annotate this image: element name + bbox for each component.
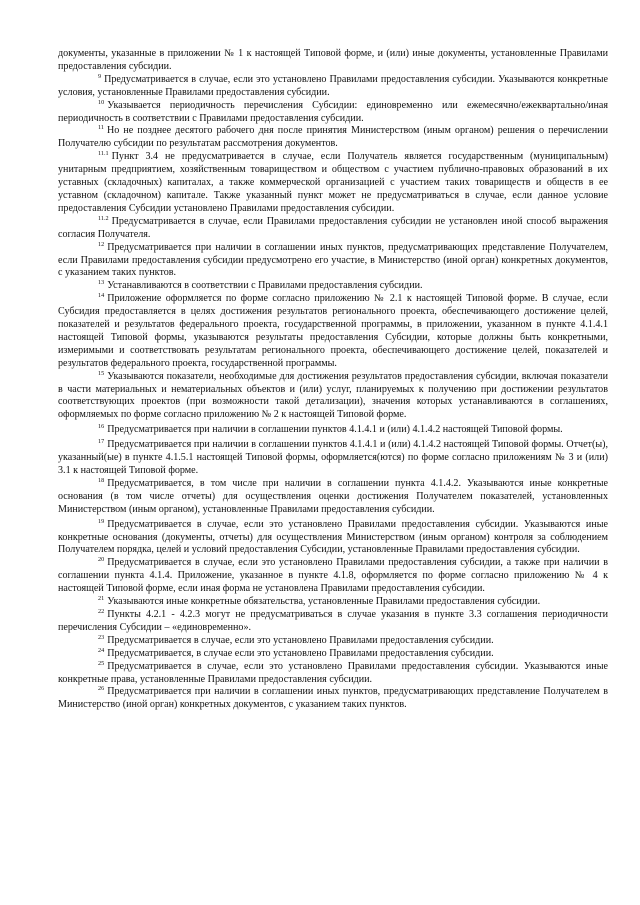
footnote-14 [58, 293, 608, 370]
footnote-text: Предусматривается в случае, если это установлено Правилами предоставления субсидии. [107, 634, 494, 646]
footnote-marker: 21 [98, 595, 105, 603]
footnote-text: Предусматривается в случае, если это установлено Правилами предоставления субсидии. Указываются иные конкретные основания (документы, отчеты) для осуществления Министерством (иным органом) контроля за соблюдением Получателем порядка, целей и условий предоставления Субсидии, установленные Правилами предоставления субсидии. [58, 518, 608, 556]
footnote-23 [58, 635, 608, 648]
footnote-marker: 15 [98, 369, 105, 377]
footnote-marker: 17 [98, 438, 105, 446]
footnote-marker: 19 [98, 517, 105, 525]
footnote-text: Предусматривается при наличии в соглашении иных пунктов, предусматривающих представление Получателем в Министерство (иной орган) конкретных документов, с указанием таких пунктов. [58, 686, 608, 711]
footnote-text: Указываются иные конкретные обязательства, установленные Правилами предоставления субсидии. [107, 596, 541, 608]
footnote-text: Предусматривается в случае, если это установлено Правилами предоставления субсидии. Указываются иные конкретные права, установленные Правилами предоставления субсидии. [58, 660, 608, 685]
footnote-marker: 10 [98, 98, 105, 106]
footnote-text: Предусматривается, в случае если это установлено Правилами предоставления субсидии. [107, 647, 494, 659]
footnote-text: Указываются показатели, необходимые для достижения результатов предоставления субсидии, включая показатели в части материальных и нематериальных объектов и (или) услуг, планируемых к получению при достижении результатов соответствующих проектов (при возможности такой детализации), значения которых устанавливаются в соглашениях, оформляемых по форме согласно приложению № 2 к настоящей Типовой форме. [58, 370, 608, 421]
footnote-text: Предусматривается в случае, если Правилами предоставления субсидии не установлен иной способ выражения согласия Получателя. [58, 215, 608, 240]
footnote-24 [58, 648, 608, 661]
footnote-text: документы, указанные в приложении № 1 к настоящей Типовой форме, и (или) иные документы, установленные Правилами предоставления субсидии. [58, 48, 608, 72]
footnote-25 [58, 661, 608, 687]
footnote-text: Предусматривается при наличии в соглашении пунктов 4.1.4.1 и (или) 4.1.4.2 настоящей Типовой формы. [107, 424, 563, 436]
footnote-marker: 9 [98, 72, 102, 80]
footnote-marker: 12 [98, 240, 105, 248]
footnote-marker: 11 [98, 124, 104, 132]
footnote-text: Пункты 4.2.1 - 4.2.3 могут не предусматриваться в случае указания в пункте 3.3 соглашения периодичности перечисления Субсидии – «единовременно». [58, 608, 608, 633]
footnote-text: Пункт 3.4 не предусматривается в случае, если Получатель является государственным (муниципальным) унитарным предприятием, хозяйственным товариществом и обществом с участием публично-правовых образований в их уставных (складочных) капиталах, а также коммерческой организацией с участием таких товариществ и обществ в ее уставном (складочном) капитале. Также указанный пункт может не предусматриваться в случае, если данное условие предоставления Субсидии установлено Правилами предоставления субсидии. [58, 151, 608, 214]
footnote-16 [58, 424, 608, 437]
footnote-text: Предусматривается при наличии в соглашении иных пунктов, предусматривающих представление Получателем, если Правилами предоставления субсидии предусмотрено его участие, в Министерство (иной орган) конкретных документов, с указанием таких пунктов. [58, 241, 608, 279]
footnote-text: Устанавливаются в соответствии с Правилами предоставления субсидии. [107, 280, 423, 292]
footnote-22 [58, 609, 608, 635]
footnote-marker: 16 [98, 423, 105, 431]
footnote-text: Указывается периодичность перечисления Субсидии: единовременно или ежемесячно/ежеквартально/иная периодичность в соответствии с Правилами предоставления субсидии. [58, 99, 608, 124]
footnote-13 [58, 280, 608, 293]
footnote-21 [58, 596, 608, 609]
footnote-marker: 11.2 [98, 214, 109, 222]
footnote-11-1 [58, 151, 608, 216]
footnote-marker: 18 [98, 476, 105, 484]
footnote-20 [58, 557, 608, 596]
footnote-10 [58, 100, 608, 126]
footnote-text: Предусматривается, в том числе при наличии в соглашении пункта 4.1.4.2. Указываются иные конкретные основания (в том числе отчеты) для осуществления оценки достижения Получателем показателей, установленных Министерством (иным органом), установленные Правилами предоставления субсидии. [58, 477, 608, 515]
footnote-18 [58, 478, 608, 517]
footnote-26 [58, 686, 608, 712]
footnote-11 [58, 125, 608, 151]
footnote-marker: 26 [98, 685, 105, 693]
footnote-9 [58, 74, 608, 100]
footnote-marker: 20 [98, 556, 105, 564]
footnote-text: Приложение оформляется по форме согласно приложению № 2.1 к настоящей Типовой форме. В случае, если Субсидия предоставляется в целях достижения результатов регионального проекта, обеспечивающего достижение целей, показателей и результатов федерального проекта, государственной программы, в приложении, указанном в пункте 4.1.4.1 настоящей Типовой формы, указываются результаты предоставления Субсидии, которые должны быть конкретными, измеримыми и соответствовать результатам регионального проекта, обеспечивающего достижение целей, показателей и результатов федерального проекта, государственной программы. [58, 293, 608, 369]
footnote-continuation [58, 48, 608, 74]
footnote-marker: 14 [98, 292, 105, 300]
footnote-text: Предусматривается в случае, если это установлено Правилами предоставления субсидии. Указываются конкретные условия, установленные Правилами предоставления субсидии. [58, 73, 608, 98]
footnote-marker: 24 [98, 646, 105, 654]
footnote-11-2 [58, 216, 608, 242]
footnote-19 [58, 519, 608, 558]
footnote-marker: 23 [98, 633, 105, 641]
footnote-text: Предусматривается в случае, если это установлено Правилами предоставления субсидии, а также при наличии в соглашении пункта 4.1.4. Приложение, указанное в пункте 4.1.8, оформляется по форме согласно приложению № 4 к настоящей Типовой форме, если иная форма не установлена Правилами предоставления субсидии. [58, 557, 608, 595]
footnote-marker: 25 [98, 659, 105, 667]
footnote-text: Предусматривается при наличии в соглашении пунктов 4.1.4.1 и (или) 4.1.4.2 настоящей Типовой формы. Отчет(ы), указанный(ые) в пункте 4.1.5.1 настоящей Типовой формы, оформляется(ются) по форме согласно приложениям № 3 и (или) 3.1 к настоящей Типовой форме. [58, 439, 608, 476]
footnote-marker: 22 [98, 607, 105, 615]
footnote-marker: 13 [98, 279, 105, 287]
footnote-text: Но не позднее десятого рабочего дня после принятия Министерством (иным органом) решения о перечислении Получателю субсидии по результатам рассмотрения документов. [58, 125, 608, 150]
footnote-15 [58, 371, 608, 423]
footnote-17 [58, 439, 608, 478]
footnote-12 [58, 242, 608, 281]
footnote-marker: 11.1 [98, 150, 109, 158]
